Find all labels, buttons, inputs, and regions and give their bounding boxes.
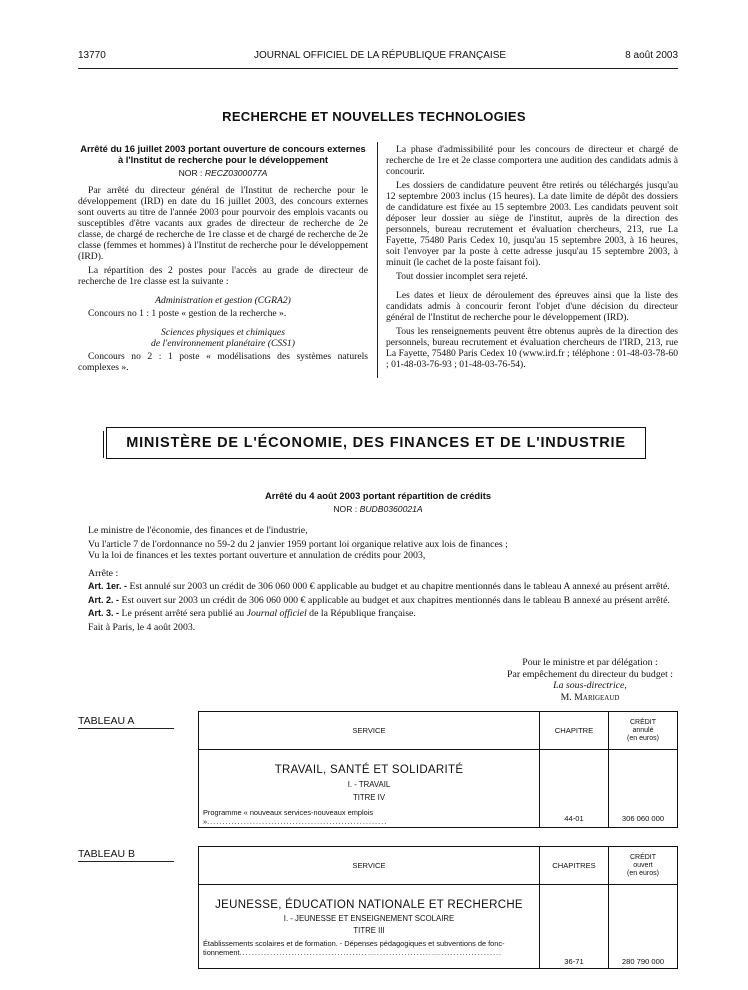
- fait-a-paris: Fait à Paris, le 4 août 2003.: [88, 621, 196, 633]
- tableau-a: [198, 711, 678, 828]
- issue-date: 8 août 2003: [625, 50, 678, 61]
- col-header-credit: CRÉDIT annulé (en euros): [609, 712, 678, 750]
- tableau-b: [198, 846, 678, 969]
- concours-text: Concours no 2 : 1 poste « modélisations des systèmes naturels complexes ».: [78, 351, 368, 373]
- arrete-credits: [78, 490, 678, 635]
- col-header-service: SERVICE: [199, 847, 540, 885]
- article-1: Art. 1er. - Est annulé sur 2003 un crédit de 306 060 000 € applicable au budget et au chapitre mentionnés dans le tableau A annexé au présent arrêté.: [88, 581, 670, 592]
- table-header-row: [199, 847, 678, 885]
- table-header-row: [199, 712, 678, 750]
- signature-block: [440, 657, 740, 703]
- right-column: [386, 144, 678, 373]
- signatory-name: M. Marigeaud: [560, 691, 620, 703]
- paragraph: Les dates et lieux de déroulement des épreuves ainsi que la liste des candidats admis à concourir feront l'objet d'une décision du directeur général de l'Institut de recherche pour le développement (IRD).: [386, 290, 678, 323]
- journal-title: JOURNAL OFFICIEL DE LA RÉPUBLIQUE FRANÇAISE: [253, 50, 507, 61]
- table-row: [199, 750, 678, 828]
- ministry-banner: MINISTÈRE DE L'ÉCONOMIE, DES FINANCES ET DE L'INDUSTRIE: [106, 427, 646, 459]
- article-3: Art. 3. - Le présent arrêté sera publié au Journal officiel de la République française.: [88, 608, 416, 619]
- section-title-recherche: RECHERCHE ET NOUVELLES TECHNOLOGIES: [222, 109, 526, 124]
- paragraph: Tous les renseignements peuvent être obtenus auprès de la direction des personnels, bureau recrutement et évaluation chercheurs de l'IRD, 213, rue La Fayette, 75480 Paris Cedex 10 (www.ird.fr ; téléphone : 01-48-03-78-60 ; 01-48-03-76-93 ; 01-48-03-76-54).: [386, 326, 678, 370]
- header-rule: [78, 68, 678, 69]
- budget-titre: TITRE III: [353, 926, 385, 935]
- budget-line-label: Établissements scolaires et de formation. - Dépenses pédagogiques et subventions de fonc- tionnement......................................................................................: [203, 939, 505, 957]
- arrete-word: Arrête :: [88, 567, 119, 579]
- concours-heading: Sciences physiques et chimiques: [161, 327, 285, 338]
- signature-line: Par empêchement du directeur du budget :: [507, 668, 673, 680]
- chapitre-cell: 36-71: [540, 885, 609, 969]
- credit-cell: 280 790 000: [609, 885, 678, 969]
- col-header-chapitres: CHAPITRES: [540, 847, 609, 885]
- paragraph: La phase d'admissibilité pour les concours de directeur et chargé de recherche de 1re et 2e classe comportera une audition des candidats admis à concourir.: [386, 144, 678, 177]
- budget-section: I. - TRAVAIL: [347, 780, 391, 789]
- signature-line: La sous-directrice,: [553, 680, 627, 691]
- budget-section: I. - JEUNESSE ET ENSEIGNEMENT SCOLAIRE: [283, 914, 455, 923]
- paragraph: La répartition des 2 postes pour l'accès au grade de directeur de recherche de 1re classe est la suivante :: [78, 265, 368, 287]
- col-header-credit: CRÉDIT ouvert (en euros): [609, 847, 678, 885]
- paragraph: Par arrêté du directeur général de l'Institut de recherche pour le développement (IRD) en date du 16 juillet 2003, des concours externes sont ouverts au titre de l'année 2003 pour pourvoir des emplois vacants ou susceptibles d'être vacants aux grades de directeur de recherche de 2e classe, de chargé de recherche de 1re classe et de chargé de recherche de 2e classe (femmes et hommes) à l'Institut de recherche pour le développement (IRD).: [78, 185, 368, 262]
- article-2: Art. 2. - Est ouvert sur 2003 un crédit de 306 060 000 € applicable au budget et aux chapitres mentionnés dans le tableau B annexé au présent arrêté.: [88, 594, 670, 606]
- budget-titre: TITRE IV: [352, 793, 386, 802]
- left-column: [78, 144, 368, 376]
- concours-text: Concours no 1 : 1 poste « gestion de la recherche ».: [88, 308, 287, 319]
- table-row: [199, 885, 678, 969]
- nor-reference: NOR : BUDB0360021A: [333, 503, 423, 514]
- nor-reference: NOR : RECZ0300077A: [178, 168, 268, 178]
- arrete-title-credits: Arrêté du 4 août 2003 portant répartition de crédits: [264, 490, 492, 501]
- tableau-a-label: TABLEAU A: [78, 715, 135, 727]
- page-number: 13770: [78, 50, 106, 61]
- credit-cell: 306 060 000: [609, 750, 678, 828]
- col-header-service: SERVICE: [199, 712, 540, 750]
- paragraph: Tout dossier incomplet sera rejeté.: [396, 271, 528, 282]
- chapitre-cell: 44-01: [540, 750, 609, 828]
- preamble-line: Vu l'article 7 de l'ordonnance no 59-2 du 2 janvier 1959 portant loi organique relative aux lois de finances ;: [88, 538, 508, 550]
- service-cell: [199, 750, 540, 828]
- arrete-title-ird: Arrêté du 16 juillet 2003 portant ouverture de concours externes à l'Institut de recherche pour le développement: [80, 143, 366, 165]
- signature-line: Pour le ministre et par délégation :: [522, 657, 658, 668]
- tableau-b-label: TABLEAU B: [78, 848, 135, 860]
- concours-heading: de l'environnement planétaire (CSS1): [151, 338, 295, 349]
- column-divider: [377, 142, 378, 378]
- budget-ministry: JEUNESSE, ÉDUCATION NATIONALE ET RECHERCHE: [215, 899, 523, 911]
- concours-heading: Administration et gestion (CGRA2): [155, 295, 291, 306]
- budget-ministry: TRAVAIL, SANTÉ ET SOLIDARITÉ: [274, 764, 464, 776]
- budget-line-label: Programme « nouveaux services-nouveaux emplois »...........................................................: [203, 808, 388, 826]
- preamble-line: Le ministre de l'économie, des finances et de l'industrie,: [88, 525, 308, 536]
- preamble-line: Vu la loi de finances et les textes portant ouverture et annulation de crédits pour 2003,: [88, 550, 426, 561]
- service-cell: [199, 885, 540, 969]
- col-header-chapitre: CHAPITRE: [540, 712, 609, 750]
- paragraph: Les dossiers de candidature peuvent être retirés ou téléchargés jusqu'au 12 septembre 2003 inclus (15 heures). La date limite de dépôt des dossiers de candidature est fixée au 15 septembre 2003. Les candidats peuvent soit déposer leur dossier au siège de l'institut, auprès de la direction des personnels, bureau recrutement et évaluation chercheurs, 213, rue La Fayette, 75480 Paris Cedex 10, jusqu'au 15 septembre 2003, à 16 heures, soit l'envoyer par la poste à cette adresse jusqu'au 15 septembre 2003, à minuit (le cachet de la poste faisant foi).: [386, 180, 678, 268]
